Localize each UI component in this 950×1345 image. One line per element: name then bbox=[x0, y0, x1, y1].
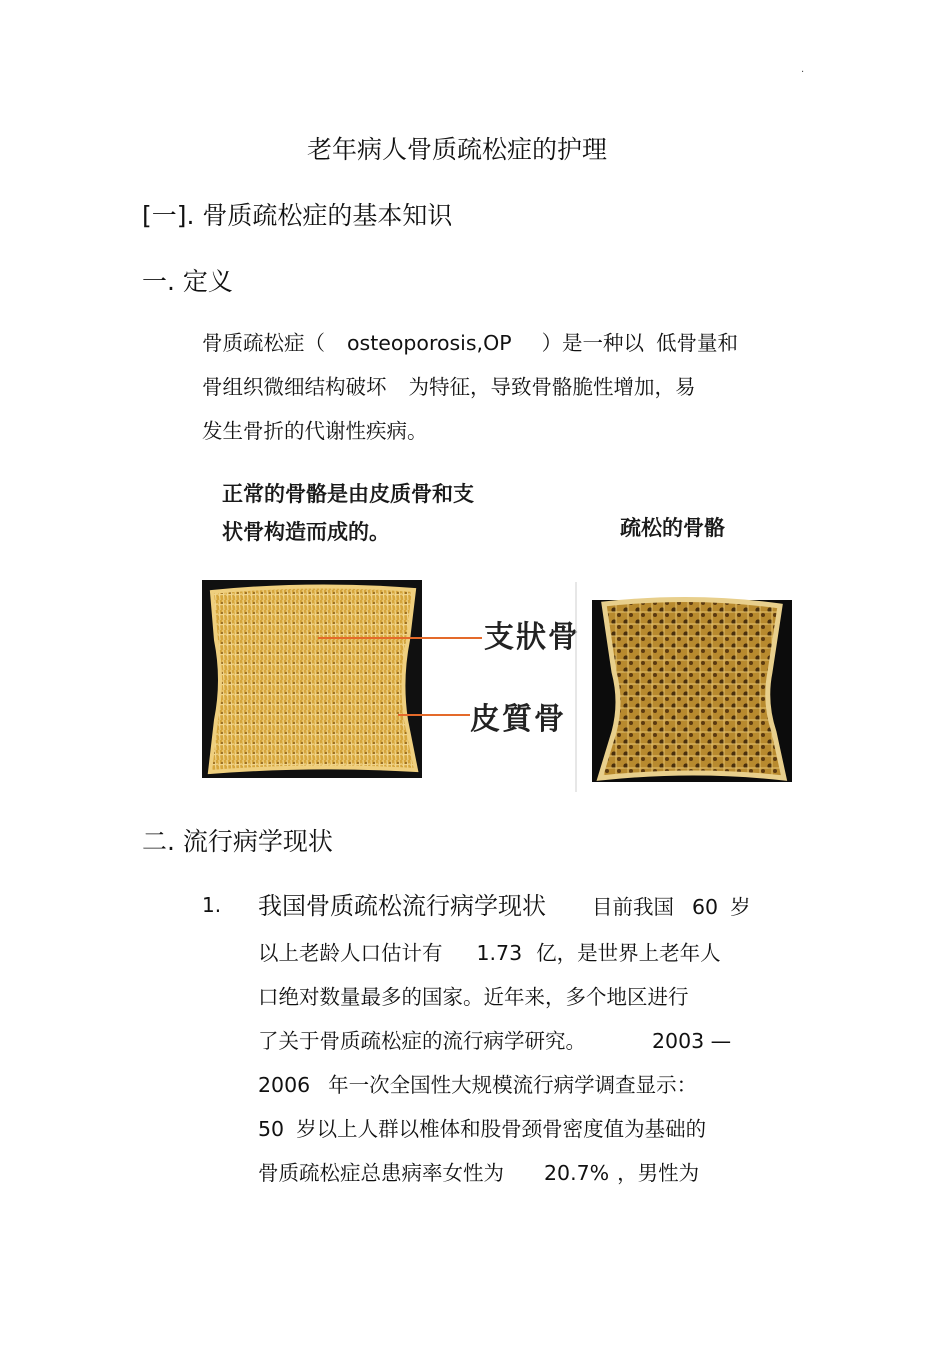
item-text: 岁 bbox=[730, 895, 751, 919]
item-number-value: 2003 — bbox=[652, 1029, 732, 1053]
definition-term: osteoporosis,OP bbox=[347, 331, 512, 355]
definition-line-1 bbox=[202, 326, 738, 356]
list-item-number: 1. bbox=[202, 893, 222, 917]
item-number-value: 1.73 bbox=[476, 941, 523, 965]
item-text: 以上老龄人口估计有 bbox=[258, 941, 443, 965]
item-text: ，男性为 bbox=[617, 1161, 700, 1185]
label-trabecular-bone: 支狀骨 bbox=[484, 620, 580, 655]
definition-line-3: 发生骨折的代谢性疾病。 bbox=[202, 419, 428, 443]
item-line-7 bbox=[258, 1156, 699, 1186]
item-line-6 bbox=[258, 1112, 706, 1142]
item-number-value: 20.7% bbox=[544, 1161, 610, 1185]
item-number-value: 2006 bbox=[258, 1073, 311, 1097]
figure-caption-line-1: 正常的骨骼是由皮质骨和支 bbox=[222, 482, 474, 506]
item-heading: 我国骨质疏松流行病学现状 bbox=[258, 892, 546, 920]
definition-text: 骨组织微细结构破坏 bbox=[202, 375, 387, 399]
item-line-5 bbox=[258, 1068, 697, 1098]
definition-text: ）是一种以 bbox=[541, 331, 645, 355]
definition-text: 为特征，导致骨骼脆性增加，易 bbox=[408, 375, 696, 399]
corner-mark: . bbox=[801, 64, 805, 75]
definition-text: 骨质疏松症（ bbox=[202, 331, 325, 355]
subsection-heading-definition: 一. 定义 bbox=[142, 267, 233, 296]
label-cortical-bone: 皮質骨 bbox=[470, 702, 566, 737]
item-number-value: 60 bbox=[692, 895, 719, 919]
item-text: 岁以上人群以椎体和股骨颈骨密度值为基础的 bbox=[296, 1117, 707, 1141]
document-title: 老年病人骨质疏松症的护理 bbox=[306, 135, 607, 164]
item-line-2 bbox=[258, 936, 721, 966]
definition-text: 低骨量和 bbox=[656, 331, 739, 355]
item-text: 年一次全国性大规模流行病学调查显示： bbox=[328, 1073, 698, 1097]
item-text: 骨质疏松症总患病率女性为 bbox=[258, 1161, 504, 1185]
definition-line-2 bbox=[202, 370, 696, 400]
figure-caption-line-2: 状骨构造而成的。 bbox=[222, 520, 390, 544]
item-text: 了关于骨质疏松症的流行病学研究。 bbox=[258, 1029, 586, 1053]
osteoporotic-bone-image bbox=[574, 582, 796, 792]
item-line-4 bbox=[258, 1024, 731, 1054]
section-heading-basics: [一]. 骨质疏松症的基本知识 bbox=[142, 201, 453, 230]
item-text: 目前我国 bbox=[592, 895, 674, 919]
item-line-3 bbox=[258, 980, 689, 1010]
figure-caption-osteoporotic: 疏松的骨骼 bbox=[620, 516, 725, 540]
item-line-1 bbox=[258, 886, 751, 921]
item-text: 亿，是世界上老年人 bbox=[536, 941, 721, 965]
item-text: 口绝对数量最多的国家。近年来，多个地区进行 bbox=[258, 985, 689, 1009]
item-number-value: 50 bbox=[258, 1117, 285, 1141]
subsection-heading-epidemiology: 二. 流行病学现状 bbox=[142, 827, 333, 856]
